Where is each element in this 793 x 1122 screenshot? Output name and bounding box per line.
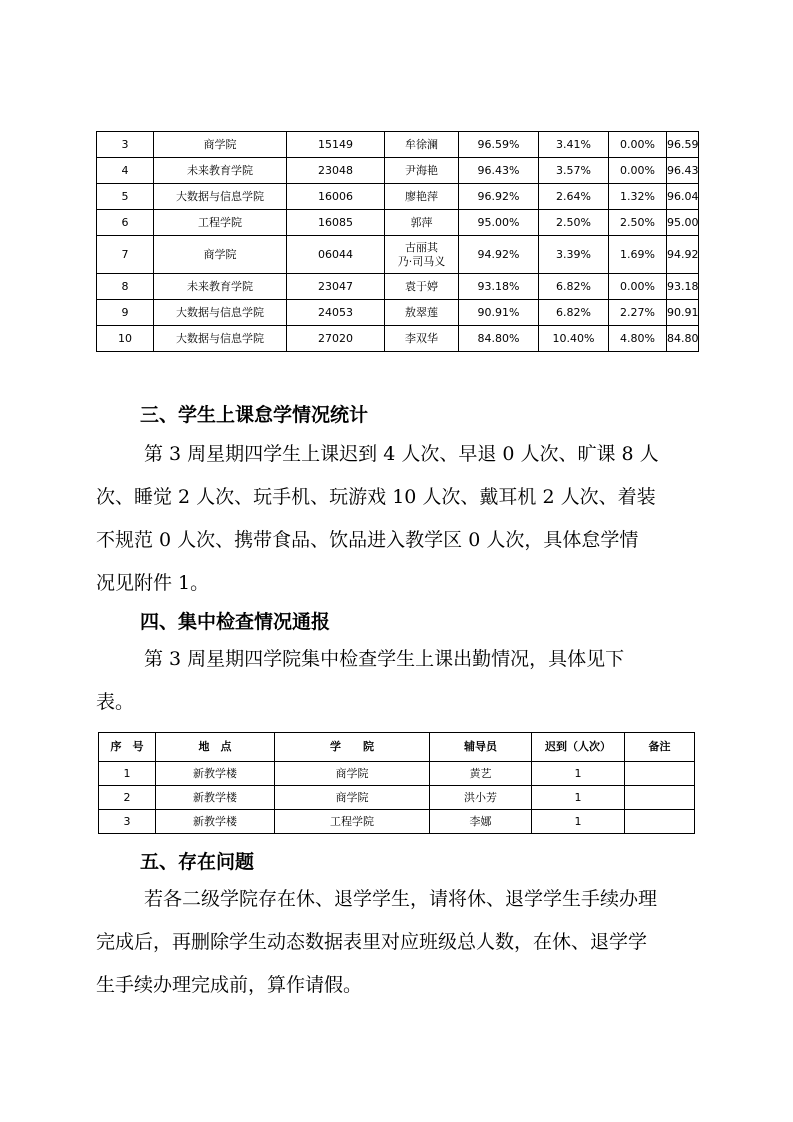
table-cell: 10 [97,326,154,352]
table-cell: 94.92% [459,236,539,274]
table-cell: 96.59 [667,132,699,158]
table-cell: 90.91 [667,300,699,326]
table-cell: 0.00% [609,158,667,184]
table-cell: 新教学楼 [156,762,275,786]
table-cell: 1 [532,762,625,786]
table-cell: 洪小芳 [430,786,532,810]
table-cell: 工程学院 [154,210,287,236]
table-cell: 6 [97,210,154,236]
table-cell: 16085 [287,210,385,236]
header-cell: 序 号 [99,733,156,762]
paragraph-line: 若各二级学院存在休、退学学生，请将休、退学学生手续办理 [144,888,658,910]
table-cell: 黄艺 [430,762,532,786]
table-cell: 大数据与信息学院 [154,326,287,352]
table-cell: 商学院 [154,132,287,158]
paragraph-line: 表。 [96,691,135,713]
inspection-table [98,732,695,834]
table-row [99,810,695,834]
table-cell: 6.82% [539,300,609,326]
table-cell: 敖翠莲 [385,300,459,326]
table-cell: 4 [97,158,154,184]
table-cell: 4.80% [609,326,667,352]
table-cell: 2.64% [539,184,609,210]
table-cell: 郭萍 [385,210,459,236]
table-cell: 93.18% [459,274,539,300]
table-row [97,236,699,274]
table-cell: 8 [97,274,154,300]
paragraph-line: 次、睡觉 2 人次、玩手机、玩游戏 10 人次、戴耳机 2 人次、着装 [96,486,656,508]
table-cell: 工程学院 [275,810,430,834]
table-row [99,762,695,786]
paragraph-line: 第 3 周星期四学生上课迟到 4 人次、早退 0 人次、旷课 8 人 [144,443,659,465]
table-cell: 3.39% [539,236,609,274]
table-cell: 96.43% [459,158,539,184]
table-cell: 84.80 [667,326,699,352]
table-cell: 2 [99,786,156,810]
paragraph-line: 生手续办理完成前，算作请假。 [96,974,363,996]
table-cell: 2.27% [609,300,667,326]
table-cell: 商学院 [154,236,287,274]
table-cell: 1 [99,762,156,786]
table-cell: 新教学楼 [156,810,275,834]
table-cell: 23048 [287,158,385,184]
header-cell: 迟到（人次） [532,733,625,762]
table-cell: 1 [532,786,625,810]
table-cell: 3.41% [539,132,609,158]
table-cell: 3 [97,132,154,158]
table-cell: 16006 [287,184,385,210]
table-cell: 未来教育学院 [154,274,287,300]
table-cell: 3.57% [539,158,609,184]
table-cell: 新教学楼 [156,786,275,810]
paragraph-line: 完成后，再删除学生动态数据表里对应班级总人数，在休、退学学 [96,931,648,953]
table-cell: 96.04 [667,184,699,210]
header-cell: 学 院 [275,733,430,762]
table-cell: 15149 [287,132,385,158]
table-cell: 牟徐澜 [385,132,459,158]
table-row [97,326,699,352]
table-cell: 94.92 [667,236,699,274]
header-cell: 备注 [625,733,695,762]
header-cell: 辅导员 [430,733,532,762]
section-3-paragraph [96,433,700,605]
table-row [97,132,699,158]
table-cell: 商学院 [275,786,430,810]
counselor-ranking-table [96,131,699,352]
table-cell: 96.92% [459,184,539,210]
table-cell: 古丽其 乃·司马义 [385,236,459,274]
table-cell: 大数据与信息学院 [154,300,287,326]
table-row [97,158,699,184]
table-row [99,786,695,810]
table-cell: 96.59% [459,132,539,158]
table-row [97,184,699,210]
section-5-heading: 五、存在问题 [140,851,255,873]
section-4-paragraph [96,638,700,724]
table-cell: 10.40% [539,326,609,352]
table-cell: 90.91% [459,300,539,326]
paragraph-line: 况见附件 1。 [96,572,210,594]
table-cell: 06044 [287,236,385,274]
table-cell: 2.50% [539,210,609,236]
table-cell: 9 [97,300,154,326]
table-cell: 5 [97,184,154,210]
table-cell: 95.00 [667,210,699,236]
table-cell: 李双华 [385,326,459,352]
table-cell: 0.00% [609,132,667,158]
table-row [97,300,699,326]
table-cell [625,762,695,786]
section-5-paragraph [96,878,700,1007]
table-header-row [99,733,695,762]
table-cell: 未来教育学院 [154,158,287,184]
table-cell: 1.32% [609,184,667,210]
paragraph-line: 第 3 周星期四学院集中检查学生上课出勤情况，具体见下 [144,648,625,670]
section-3-heading: 三、学生上课怠学情况统计 [140,404,369,426]
table-cell: 23047 [287,274,385,300]
table-cell: 0.00% [609,274,667,300]
section-4-heading: 四、集中检查情况通报 [140,611,331,633]
table-cell: 尹海艳 [385,158,459,184]
table-cell [625,810,695,834]
table-row [97,274,699,300]
paragraph-line: 不规范 0 人次、携带食品、饮品进入教学区 0 人次，具体怠学情 [96,529,639,551]
table-cell [625,786,695,810]
table-cell: 6.82% [539,274,609,300]
table-cell: 廖艳萍 [385,184,459,210]
table-cell: 27020 [287,326,385,352]
table-cell: 2.50% [609,210,667,236]
table-cell: 袁于婷 [385,274,459,300]
table-cell: 7 [97,236,154,274]
table-cell: 大数据与信息学院 [154,184,287,210]
table-cell: 1 [532,810,625,834]
table-cell: 3 [99,810,156,834]
table-cell: 李娜 [430,810,532,834]
table-cell: 93.18 [667,274,699,300]
table-cell: 24053 [287,300,385,326]
table-row [97,210,699,236]
table-cell: 商学院 [275,762,430,786]
table-cell: 84.80% [459,326,539,352]
table-cell: 1.69% [609,236,667,274]
table-cell: 95.00% [459,210,539,236]
header-cell: 地 点 [156,733,275,762]
table-cell: 96.43 [667,158,699,184]
